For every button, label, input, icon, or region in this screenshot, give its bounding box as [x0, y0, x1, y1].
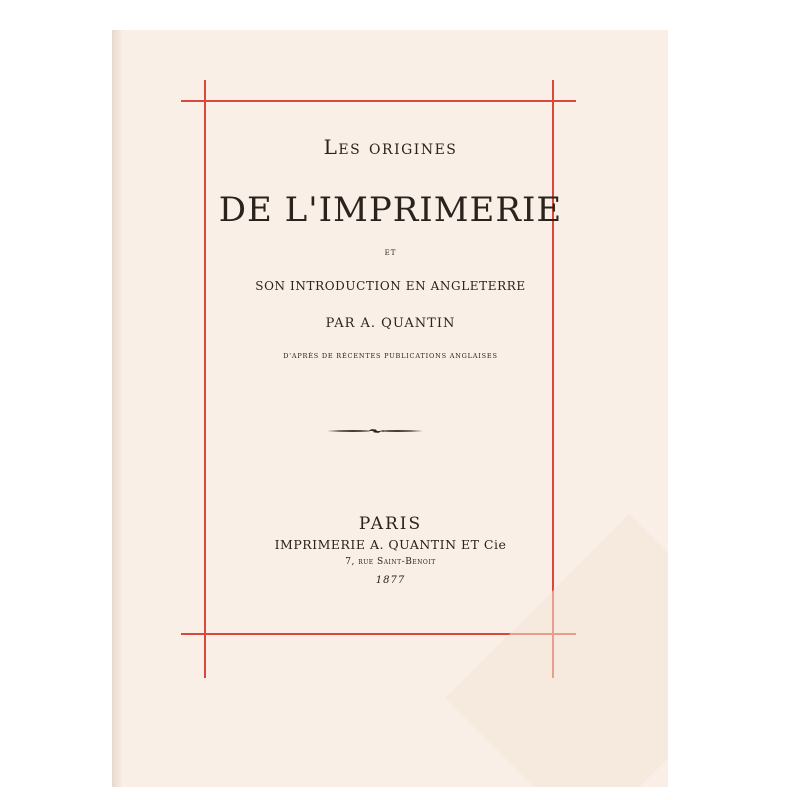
frame-rule-right [552, 80, 554, 678]
author-line: PAR A. QUANTIN [325, 316, 456, 331]
title-line-origines: Les origines [323, 135, 458, 159]
book-page [112, 30, 668, 787]
frame-rule-left [204, 80, 206, 678]
imprint-year: 1877 [375, 575, 406, 586]
frame-rule-bottom [181, 633, 576, 635]
frame-rule-top [181, 100, 576, 102]
main-title: DE L'IMPRIMERIE [218, 190, 563, 230]
printer-ornament-icon [325, 426, 425, 436]
imprint-address: 7, rue Saint-Benoit [345, 557, 436, 567]
imprint-printer: IMPRIMERIE A. QUANTIN ET Cie [274, 537, 507, 552]
conjunction-et: ET [384, 249, 397, 257]
imprint-city: PARIS [358, 514, 423, 534]
source-note: D'APRÈS DE RÉCENTES PUBLICATIONS ANGLAISES [283, 352, 498, 360]
subtitle-introduction: SON INTRODUCTION EN ANGLETERRE [255, 279, 526, 293]
